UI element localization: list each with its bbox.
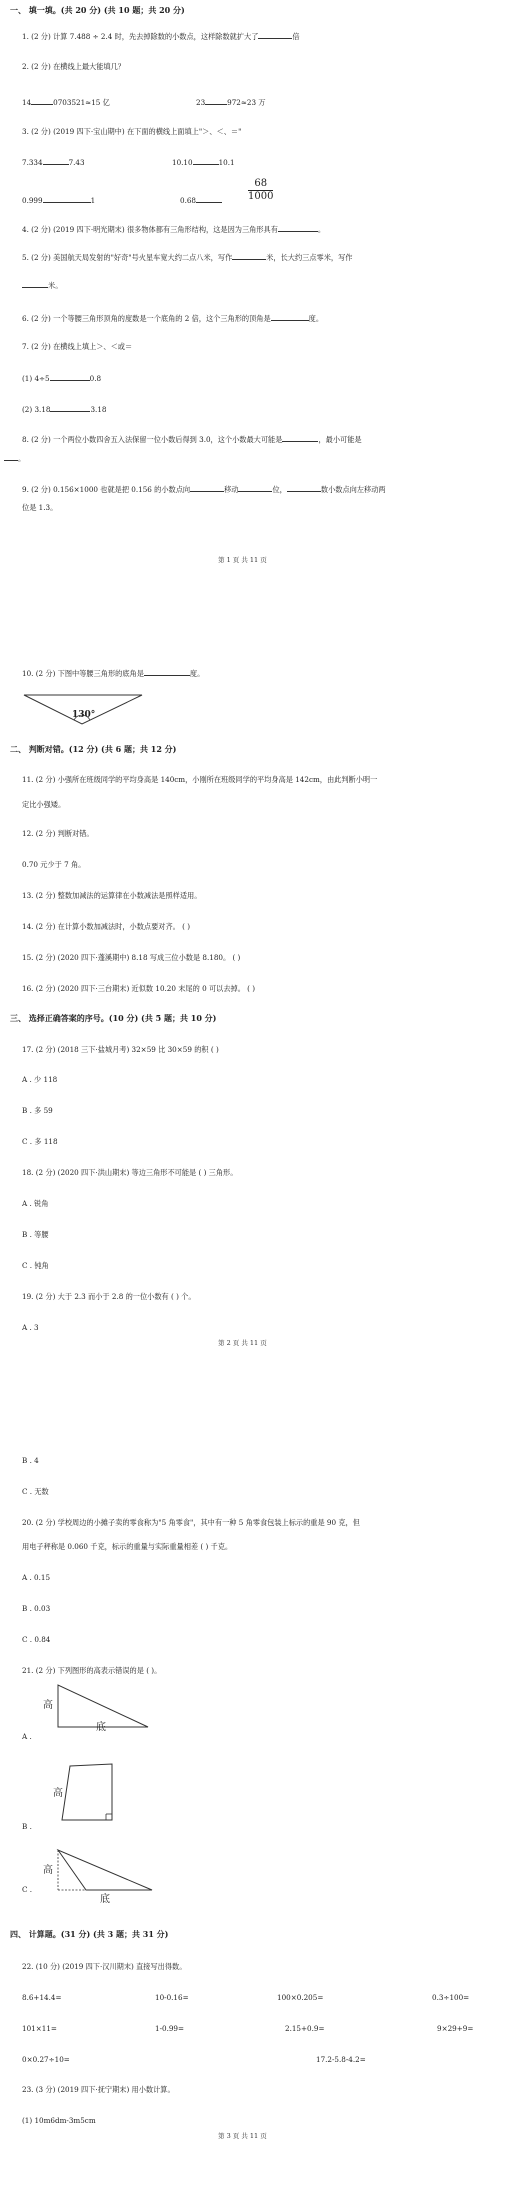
angle-label: 130° [72, 710, 96, 720]
question-20-option-b[interactable]: B . 0.03 [22, 1604, 51, 1613]
question-8-line-1: 8. (2 分) 一个两位小数四舍五入法保留一位小数后得到 3.0，这个小数最大可能是 ，最小可能是 [22, 435, 362, 444]
question-4: 4. (2 分) (2019 四下·明光期末) 很多物体都有三角形结构，这是因为三角形具有 。 [22, 225, 326, 234]
question-10: 10. (2 分) 下图中等腰三角形的底角是 度。 [22, 669, 205, 678]
calc-item: 1-0.99= [155, 2024, 185, 2033]
figure-a-right-triangle [40, 1683, 152, 1731]
question-2-line-1: 14 0703521≈15 亿 [22, 98, 110, 107]
question-5-line-2: 米。 [22, 280, 62, 290]
question-3-item-c: 0.999 1 [22, 196, 96, 205]
question-17: 17. (2 分) (2018 三下·盐城月考) 32×59 比 30×59 的积 ( ) [22, 1045, 219, 1054]
section-3-heading: 三、 选择正确答案的序号。(10 分) (共 5 题；共 10 分) [10, 1013, 217, 1023]
calc-item: 0.3÷100= [432, 1993, 470, 2002]
page-footer-2: 第 2 页 共 11 页 [218, 1339, 267, 1347]
answer-blank[interactable] [287, 484, 321, 492]
height-label: 高 [43, 1865, 53, 1876]
question-11-line-1: 11. (2 分) 小强所在班级同学的平均身高是 140cm，小刚所在班级同学的平均身高是 142cm，由此判断小明一 [22, 775, 378, 784]
calc-item: 100×0.205= [277, 1993, 324, 2002]
height-label: 高 [53, 1788, 63, 1799]
question-12-statement: 0.70 元少于 7 角。 [22, 860, 86, 869]
question-16: 16. (2 分) (2020 四下·三台期末) 近似数 10.20 末尾的 0 可以去掉。 ( ) [22, 984, 256, 993]
answer-blank[interactable] [22, 280, 48, 288]
question-19: 19. (2 分) 大于 2.3 而小于 2.8 的一位小数有 ( ) 个。 [22, 1292, 196, 1301]
figure-c-obtuse-triangle [40, 1848, 158, 1904]
calc-item: 2.15+0.9= [285, 2024, 325, 2033]
section-4-heading: 四、 计算题。(31 分) (共 3 题；共 31 分) [10, 1929, 169, 1939]
question-7-item-1: (1) 4÷5 0.8 [22, 374, 102, 383]
question-19-option-c[interactable]: C . 无数 [22, 1487, 49, 1496]
section-2-heading: 二、 判断对错。(12 分) (共 6 题；共 12 分) [10, 744, 177, 754]
question-6: 6. (2 分) 一个等腰三角形顶角的度数是一个底角的 2 倍，这个三角形的顶角是 度。 [22, 314, 324, 323]
question-17-option-b[interactable]: B . 多 59 [22, 1106, 53, 1115]
calc-item: 10-0.16= [155, 1993, 189, 2002]
question-23-item-1: (1) 10m6dm-3m5cm [22, 2116, 96, 2125]
question-12: 12. (2 分) 判断对错。 [22, 829, 94, 838]
answer-blank[interactable] [258, 31, 292, 39]
isosceles-triangle-figure [22, 690, 146, 728]
calc-item: 0×0.27÷10= [22, 2055, 70, 2064]
calc-item: 17.2-5.8-4.2= [316, 2055, 366, 2064]
question-3-item-d: 0.68 [180, 195, 222, 205]
question-20-line-2: 用电子秤称是 0.060 千克，标示的重量与实际重量相差 ( ) 千克。 [22, 1542, 233, 1551]
question-1: 1. (2 分) 计算 7.488 ÷ 2.4 时，先去掉除数的小数点，这样除数就扩大了 倍 [22, 32, 300, 41]
question-20-line-1: 20. (2 分) 学校周边的小摊子卖的零食称为"5 角零食"，其中有一种 5 角零食包装上标示的重是 90 克，但 [22, 1518, 360, 1527]
answer-blank[interactable] [205, 97, 227, 105]
question-15: 15. (2 分) (2020 四下·蓬溪期中) 8.18 写成三位小数是 8.180。 ( ) [22, 953, 241, 962]
answer-blank[interactable] [43, 195, 91, 203]
question-2: 2. (2 分) 在横线上最大能填几？ [22, 62, 125, 71]
question-5-line-1: 5. (2 分) 美国航天局发射的"好奇"号火星车宽大约二点八米，写作 米，长大约三点零米，写作 [22, 253, 353, 262]
question-9-line-1: 9. (2 分) 0.156×1000 也就是把 0.156 的小数点向 移动 位， 数小数点向左移动两 [22, 485, 386, 494]
question-3: 3. (2 分) (2019 四下·宝山期中) 在下面的横线上面填上"＞、＜、＝" [22, 127, 242, 136]
answer-blank[interactable] [43, 157, 69, 165]
calc-item: 8.6+14.4= [22, 1993, 62, 2002]
question-22: 22. (10 分) (2019 四下·汉川期末) 直接写出得数。 [22, 1962, 187, 1971]
question-23: 23. (3 分) (2019 四下·抚宁期末) 用小数计算。 [22, 2085, 175, 2094]
answer-blank[interactable] [278, 224, 318, 232]
question-21-option-c[interactable]: C . [22, 1885, 33, 1894]
question-18-option-b[interactable]: B . 等腰 [22, 1230, 49, 1239]
question-14: 14. (2 分) 在计算小数加减法时，小数点要对齐。 ( ) [22, 922, 191, 931]
question-20-option-a[interactable]: A . 0.15 [22, 1573, 51, 1582]
question-21-option-a[interactable]: A . [22, 1732, 32, 1741]
question-3-item-a: 7.334 7.43 [22, 158, 85, 167]
height-label: 高 [43, 1700, 53, 1711]
page-footer-3: 第 3 页 共 11 页 [218, 2132, 267, 2140]
answer-blank[interactable] [193, 157, 219, 165]
answer-blank[interactable] [144, 668, 190, 676]
calc-item: 101×11= [22, 2024, 57, 2033]
answer-blank[interactable] [271, 313, 309, 321]
question-18-option-a[interactable]: A . 锐角 [22, 1199, 49, 1208]
question-19-option-a[interactable]: A . 3 [22, 1323, 39, 1332]
question-7-item-2: (2) 3.18 3.18 [22, 405, 107, 414]
question-11-line-2: 定比小强矮。 [22, 800, 66, 809]
question-20-option-c[interactable]: C . 0.84 [22, 1635, 51, 1644]
section-1-heading: 一、 填一填。(共 20 分) (共 10 题；共 20 分) [10, 5, 185, 15]
fraction: 68 1000 [248, 178, 274, 202]
question-13: 13. (2 分) 整数加减法的运算律在小数减法是照样适用。 [22, 891, 202, 900]
question-9-line-2: 位是 1.3。 [22, 503, 58, 512]
question-21-option-b[interactable]: B . [22, 1822, 32, 1831]
figure-b-trapezoid [40, 1762, 120, 1824]
question-19-option-b[interactable]: B . 4 [22, 1456, 39, 1465]
answer-blank[interactable] [196, 195, 222, 203]
question-18-option-c[interactable]: C . 钝角 [22, 1261, 49, 1270]
answer-blank[interactable] [31, 97, 53, 105]
question-2-line-2: 23 972≈23 万 [196, 98, 266, 107]
answer-blank[interactable] [232, 252, 266, 260]
base-label: 底 [96, 1722, 106, 1731]
base-label: 底 [100, 1894, 110, 1904]
calc-item: 9×29+9= [437, 2024, 474, 2033]
answer-blank[interactable] [50, 373, 90, 381]
question-7: 7. (2 分) 在横线上填上＞、＜或＝ [22, 342, 133, 351]
question-18: 18. (2 分) (2020 四下·洪山期末) 等边三角形不可能是 ( ) 三角形。 [22, 1168, 238, 1177]
page-footer-1: 第 1 页 共 11 页 [218, 556, 267, 564]
answer-blank[interactable] [190, 484, 224, 492]
question-17-option-c[interactable]: C . 多 118 [22, 1137, 58, 1146]
answer-blank[interactable] [4, 453, 18, 461]
answer-blank[interactable] [50, 404, 90, 412]
question-21: 21. (2 分) 下列图形的高表示错误的是 ( )。 [22, 1666, 162, 1675]
question-17-option-a[interactable]: A . 少 118 [22, 1075, 58, 1084]
answer-blank[interactable] [238, 484, 272, 492]
question-3-item-b: 10.10 10.1 [172, 158, 235, 167]
question-8-line-2: 。 [4, 453, 25, 463]
answer-blank[interactable] [282, 434, 318, 442]
